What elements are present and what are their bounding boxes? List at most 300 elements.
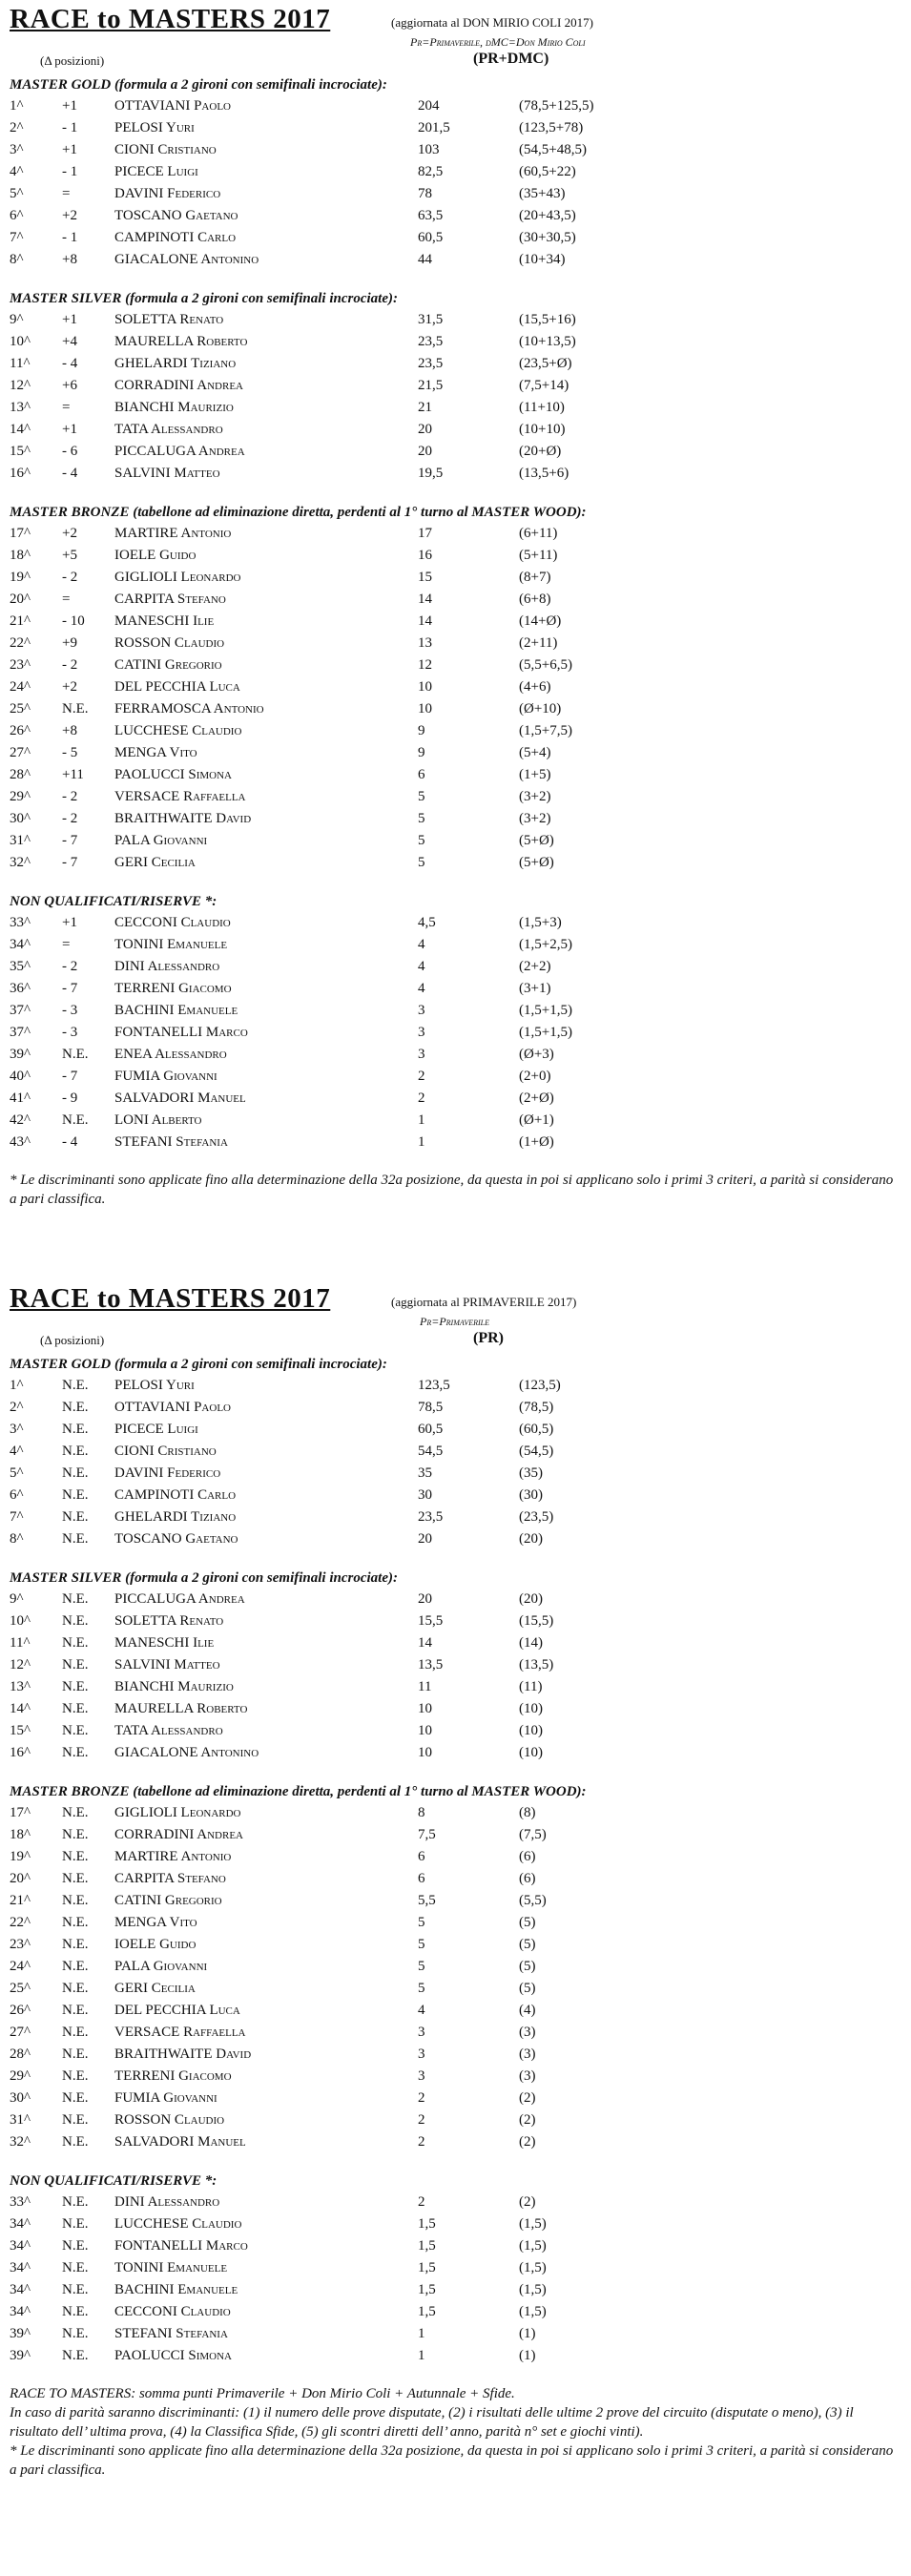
table-row (10, 1934, 906, 1956)
points-breakdown: (15,5) (519, 1613, 554, 1629)
points-breakdown: (10) (519, 1723, 543, 1738)
position-delta: +1 (62, 915, 77, 930)
position-delta: N.E. (62, 1422, 89, 1437)
rank-position: 14^ (10, 422, 31, 437)
points-breakdown: (2) (519, 2194, 536, 2210)
points-total: 3 (418, 2068, 425, 2084)
table-row (10, 1110, 906, 1132)
position-delta: N.E. (62, 701, 89, 717)
player-name: TOSCANO Gaetano (114, 208, 238, 223)
player-name: FERRAMOSCA Antonio (114, 701, 264, 717)
table-row (10, 2257, 906, 2279)
points-total: 5 (418, 1915, 425, 1930)
rank-position: 16^ (10, 466, 31, 481)
legend-text: Pr=Primaverile, dMC=Don Mirio Coli (410, 35, 586, 49)
points-total: 204 (418, 98, 440, 114)
rank-position: 29^ (10, 789, 31, 804)
group-title: NON QUALIFICATI/RISERVE *: (10, 2173, 217, 2189)
position-delta: +9 (62, 635, 77, 651)
player-name: MAURELLA Roberto (114, 334, 248, 349)
points-breakdown: (30+30,5) (519, 230, 576, 245)
ranking-section-don-mirio-coli (10, 4, 906, 1209)
player-name: PALA Giovanni (114, 1959, 208, 1974)
player-name: DEL PECCHIA Luca (114, 679, 240, 695)
position-delta: - 9 (62, 1091, 78, 1106)
points-breakdown: (14+Ø) (519, 613, 562, 629)
player-name: CAMPINOTI Carlo (114, 1487, 237, 1503)
player-name: CARPITA Stefano (114, 592, 226, 607)
table-row (10, 676, 906, 698)
rank-position: 35^ (10, 959, 31, 974)
points-total: 1 (418, 2348, 425, 2363)
points-breakdown: (11+10) (519, 400, 565, 415)
table-row (10, 2323, 906, 2345)
points-total: 10 (418, 1745, 432, 1760)
position-delta: +2 (62, 679, 77, 695)
table-row (10, 912, 906, 934)
position-delta: = (62, 186, 71, 201)
rank-position: 37^ (10, 1025, 31, 1040)
position-delta: +1 (62, 98, 77, 114)
player-name: CARPITA Stefano (114, 1871, 226, 1886)
points-breakdown: (20) (519, 1531, 543, 1547)
position-delta: - 7 (62, 855, 78, 870)
table-row (10, 1088, 906, 1110)
points-breakdown: (1,5+1,5) (519, 1025, 572, 1040)
position-delta: N.E. (62, 1827, 89, 1842)
table-row (10, 786, 906, 808)
points-total: 23,5 (418, 1509, 444, 1525)
rank-position: 34^ (10, 2260, 31, 2275)
points-breakdown: (13,5) (519, 1657, 554, 1672)
points-total: 1 (418, 1112, 425, 1128)
player-name: GIGLIOLI Leonardo (114, 1805, 241, 1820)
rank-position: 26^ (10, 723, 31, 738)
points-total: 4 (418, 2003, 425, 2018)
points-breakdown: (Ø+3) (519, 1047, 554, 1062)
rank-position: 21^ (10, 613, 31, 629)
points-total: 35 (418, 1465, 432, 1481)
points-total: 6 (418, 1871, 425, 1886)
points-breakdown: (78,5+125,5) (519, 98, 594, 114)
note-text: * Le discriminanti sono applicate fino alla determinazione della 32a posizione, da questa in poi si applicano solo i primi 3 criteri, a parità si considerano a pari classifica. (10, 2443, 894, 2478)
points-total: 9 (418, 745, 425, 760)
points-breakdown: (1,5+3) (519, 915, 562, 930)
rank-position: 10^ (10, 334, 31, 349)
table-row (10, 1506, 906, 1528)
player-name: STEFANI Stefania (114, 2326, 228, 2341)
points-breakdown: (3+2) (519, 811, 551, 826)
points-breakdown: (2+2) (519, 959, 551, 974)
rank-position: 13^ (10, 1679, 31, 1694)
position-delta: +1 (62, 312, 77, 327)
points-breakdown: (20+Ø) (519, 444, 562, 459)
table-row (10, 698, 906, 720)
position-delta: N.E. (62, 1444, 89, 1459)
player-name: LUCCHESE Claudio (114, 723, 242, 738)
points-breakdown: (5+Ø) (519, 855, 554, 870)
position-delta: N.E. (62, 2216, 89, 2232)
points-total: 5 (418, 833, 425, 848)
player-name: PICCALUGA Andrea (114, 444, 245, 459)
rank-position: 8^ (10, 1531, 24, 1547)
table-row (10, 2000, 906, 2022)
points-breakdown: (10) (519, 1745, 543, 1760)
group-title: MASTER SILVER (formula a 2 gironi con semifinali incrociate): (10, 1570, 398, 1586)
position-delta: = (62, 400, 71, 415)
position-delta: N.E. (62, 1613, 89, 1629)
points-breakdown: (1) (519, 2348, 536, 2363)
table-row (10, 567, 906, 589)
position-delta: +1 (62, 142, 77, 157)
points-breakdown: (35+43) (519, 186, 566, 201)
points-breakdown: (5) (519, 1915, 536, 1930)
points-breakdown: (20) (519, 1591, 543, 1607)
table-row (10, 1802, 906, 1824)
position-delta: N.E. (62, 2134, 89, 2150)
table-row (10, 1000, 906, 1022)
rank-position: 33^ (10, 2194, 31, 2210)
position-delta: N.E. (62, 1723, 89, 1738)
player-name: MANESCHI Ilie (114, 1635, 215, 1651)
group-title: NON QUALIFICATI/RISERVE *: (10, 894, 217, 909)
points-total: 21,5 (418, 378, 444, 393)
points-breakdown: (1,5) (519, 2216, 547, 2232)
rank-position: 25^ (10, 1981, 31, 1996)
player-name: DAVINI Federico (114, 186, 221, 201)
points-total: 5 (418, 1937, 425, 1952)
table-row (10, 1132, 906, 1153)
player-name: FONTANELLI Marco (114, 2238, 248, 2254)
position-delta: - 2 (62, 959, 78, 974)
rank-position: 34^ (10, 2216, 31, 2232)
position-delta: N.E. (62, 1915, 89, 1930)
rank-position: 6^ (10, 1487, 24, 1503)
player-name: MARTIRE Antonio (114, 1849, 232, 1864)
points-breakdown: (13,5+6) (519, 466, 569, 481)
points-total: 63,5 (418, 208, 444, 223)
player-name: PICECE Luigi (114, 1422, 198, 1437)
points-total: 2 (418, 1069, 425, 1084)
points-breakdown: (5) (519, 1959, 536, 1974)
player-name: CORRADINI Andrea (114, 1827, 243, 1842)
player-name: ROSSON Claudio (114, 2112, 225, 2128)
player-name: PAOLUCCI Simona (114, 2348, 232, 2363)
group-master-silver (10, 288, 906, 485)
rank-position: 3^ (10, 1422, 24, 1437)
player-name: PELOSI Yuri (114, 120, 195, 135)
position-delta: N.E. (62, 1959, 89, 1974)
rank-position: 24^ (10, 679, 31, 695)
points-total: 4 (418, 959, 425, 974)
table-row (10, 1589, 906, 1610)
group-rows (10, 2192, 906, 2367)
table-row (10, 934, 906, 956)
rank-position: 23^ (10, 657, 31, 673)
position-delta: - 7 (62, 833, 78, 848)
points-total: 6 (418, 767, 425, 782)
points-total: 123,5 (418, 1378, 450, 1393)
points-total: 5 (418, 811, 425, 826)
rank-position: 25^ (10, 701, 31, 717)
delta-header: (Δ posizioni) (40, 1333, 105, 1347)
points-breakdown: (78,5) (519, 1400, 554, 1415)
group-title: MASTER GOLD (formula a 2 gironi con semifinali incrociate): (10, 1357, 387, 1372)
player-name: GERI Cecilia (114, 855, 196, 870)
position-delta: N.E. (62, 1679, 89, 1694)
points-breakdown: (6+11) (519, 526, 558, 541)
rank-position: 1^ (10, 98, 24, 114)
group-non-qualificati (10, 891, 906, 1153)
table-row (10, 720, 906, 742)
rank-position: 27^ (10, 2025, 31, 2040)
points-breakdown: (1,5+1,5) (519, 1003, 572, 1018)
points-total: 1,5 (418, 2238, 436, 2254)
points-total: 44 (418, 252, 432, 267)
points-breakdown: (2+Ø) (519, 1091, 554, 1106)
section-header (10, 1283, 906, 1350)
group-non-qualificati (10, 2171, 906, 2367)
rank-position: 34^ (10, 937, 31, 952)
position-delta: +2 (62, 526, 77, 541)
player-name: BACHINI Emanuele (114, 1003, 238, 1018)
points-breakdown: (23,5) (519, 1509, 554, 1525)
player-name: OTTAVIANI Paolo (114, 1400, 231, 1415)
rank-position: 34^ (10, 2238, 31, 2254)
player-name: DINI Alessandro (114, 959, 220, 974)
points-breakdown: (3+2) (519, 789, 551, 804)
points-breakdown: (3) (519, 2068, 536, 2084)
position-delta: N.E. (62, 1701, 89, 1716)
rank-position: 10^ (10, 1613, 31, 1629)
points-breakdown: (2) (519, 2134, 536, 2150)
position-delta: - 2 (62, 789, 78, 804)
table-row (10, 419, 906, 441)
player-name: CATINI Gregorio (114, 1893, 222, 1908)
position-delta: N.E. (62, 2238, 89, 2254)
points-breakdown: (30) (519, 1487, 543, 1503)
player-name: BIANCHI Maurizio (114, 400, 234, 415)
player-name: DINI Alessandro (114, 2194, 220, 2210)
points-breakdown: (6+8) (519, 592, 551, 607)
points-total: 1,5 (418, 2282, 436, 2297)
table-row (10, 1978, 906, 2000)
player-name: GIACALONE Antonino (114, 252, 259, 267)
position-delta: N.E. (62, 1657, 89, 1672)
points-breakdown: (1,5) (519, 2238, 547, 2254)
points-total: 30 (418, 1487, 432, 1503)
rank-position: 28^ (10, 767, 31, 782)
position-delta: N.E. (62, 2348, 89, 2363)
position-delta: - 7 (62, 1069, 78, 1084)
points-total: 5 (418, 1981, 425, 1996)
points-total: 20 (418, 422, 432, 437)
table-row (10, 852, 906, 874)
group-title: MASTER BRONZE (tabellone ad eliminazione diretta, perdenti al 1° turno al MASTER WOOD): (10, 505, 587, 520)
player-name: TERRENI Giacomo (114, 2068, 232, 2084)
table-row (10, 2213, 906, 2235)
table-row (10, 1912, 906, 1934)
table-row (10, 1375, 906, 1397)
rank-position: 40^ (10, 1069, 31, 1084)
rank-position: 7^ (10, 1509, 24, 1525)
rank-position: 19^ (10, 570, 31, 585)
rank-position: 23^ (10, 1937, 31, 1952)
points-breakdown: (4+6) (519, 679, 551, 695)
table-row (10, 397, 906, 419)
points-total: 2 (418, 2112, 425, 2128)
rank-position: 32^ (10, 855, 31, 870)
table-row (10, 956, 906, 978)
points-total: 3 (418, 2046, 425, 2062)
points-total: 4 (418, 981, 425, 996)
points-breakdown: (123,5) (519, 1378, 561, 1393)
note-text: In caso di parità saranno discriminanti: (1) il numero delle prove disputate, (2) i risultati delle ultime 2 prove del circuito (disputate o meno), (3) il risultato dell’ ultima prova, (4) la Classifica Sfide, (5) gli scontri diretti dell’ anno, parità n° set e giochi vinti). (10, 2405, 854, 2440)
points-breakdown: (5+4) (519, 745, 551, 760)
rank-position: 30^ (10, 811, 31, 826)
player-name: SOLETTA Renato (114, 312, 224, 327)
points-total: 6 (418, 1849, 425, 1864)
rank-position: 13^ (10, 400, 31, 415)
position-delta: - 3 (62, 1025, 78, 1040)
points-breakdown: (54,5+48,5) (519, 142, 587, 157)
points-total: 3 (418, 1047, 425, 1062)
table-row (10, 2044, 906, 2066)
position-delta: - 5 (62, 745, 78, 760)
section-header (10, 4, 906, 71)
points-total: 1 (418, 1134, 425, 1150)
notes-block (10, 2384, 897, 2480)
position-delta: - 1 (62, 164, 78, 179)
points-total: 60,5 (418, 1422, 444, 1437)
rank-position: 21^ (10, 1893, 31, 1908)
points-total: 20 (418, 1531, 432, 1547)
position-delta: N.E. (62, 1509, 89, 1525)
points-total: 2 (418, 1091, 425, 1106)
points-header: (PR) (473, 1330, 504, 1346)
table-row (10, 2235, 906, 2257)
points-total: 14 (418, 613, 432, 629)
player-name: GHELARDI Tiziano (114, 356, 237, 371)
table-row (10, 1022, 906, 1044)
points-breakdown: (3) (519, 2046, 536, 2062)
position-delta: N.E. (62, 2194, 89, 2210)
group-rows (10, 1589, 906, 1764)
group-rows (10, 912, 906, 1153)
points-total: 8 (418, 1805, 425, 1820)
player-name: TATA Alessandro (114, 422, 223, 437)
position-delta: N.E. (62, 2112, 89, 2128)
points-total: 1,5 (418, 2216, 436, 2232)
table-row (10, 1441, 906, 1463)
position-delta: N.E. (62, 2326, 89, 2341)
points-total: 78 (418, 186, 432, 201)
position-delta: = (62, 592, 71, 607)
rank-position: 1^ (10, 1378, 24, 1393)
group-title: MASTER GOLD (formula a 2 gironi con semifinali incrociate): (10, 77, 387, 93)
points-breakdown: (1+5) (519, 767, 551, 782)
position-delta: +5 (62, 548, 77, 563)
points-breakdown: (4) (519, 2003, 536, 2018)
points-breakdown: (1,5) (519, 2260, 547, 2275)
position-delta: +11 (62, 767, 84, 782)
player-name: SOLETTA Renato (114, 1613, 224, 1629)
player-name: FONTANELLI Marco (114, 1025, 248, 1040)
points-total: 5 (418, 789, 425, 804)
player-name: TONINI Emanuele (114, 2260, 228, 2275)
points-breakdown: (60,5+22) (519, 164, 576, 179)
points-total: 7,5 (418, 1827, 436, 1842)
player-name: MAURELLA Roberto (114, 1701, 248, 1716)
rank-position: 31^ (10, 833, 31, 848)
points-breakdown: (2) (519, 2090, 536, 2106)
position-delta: N.E. (62, 1591, 89, 1607)
player-name: TOSCANO Gaetano (114, 1531, 238, 1547)
player-name: PALA Giovanni (114, 833, 208, 848)
player-name: GIGLIOLI Leonardo (114, 570, 241, 585)
points-breakdown: (23,5+Ø) (519, 356, 572, 371)
points-breakdown: (5+Ø) (519, 833, 554, 848)
position-delta: +8 (62, 252, 77, 267)
table-row (10, 2066, 906, 2088)
player-name: DEL PECCHIA Luca (114, 2003, 240, 2018)
position-delta: - 2 (62, 811, 78, 826)
position-delta: N.E. (62, 2025, 89, 2040)
table-row (10, 633, 906, 654)
points-breakdown: (6) (519, 1871, 536, 1886)
player-name: PICCALUGA Andrea (114, 1591, 245, 1607)
points-total: 1,5 (418, 2304, 436, 2319)
points-breakdown: (8) (519, 1805, 536, 1820)
rank-position: 41^ (10, 1091, 31, 1106)
table-row (10, 1698, 906, 1720)
group-master-gold (10, 74, 906, 271)
position-delta: - 2 (62, 570, 78, 585)
table-row (10, 183, 906, 205)
footnote-block (10, 1171, 897, 1209)
points-total: 5,5 (418, 1893, 436, 1908)
table-row (10, 1868, 906, 1890)
points-breakdown: (2+11) (519, 635, 558, 651)
points-breakdown: (10+13,5) (519, 334, 576, 349)
points-total: 23,5 (418, 356, 444, 371)
table-row (10, 1485, 906, 1506)
rank-position: 34^ (10, 2304, 31, 2319)
rank-position: 39^ (10, 2326, 31, 2341)
points-total: 10 (418, 679, 432, 695)
player-name: IOELE Guido (114, 1937, 197, 1952)
player-name: MARTIRE Antonio (114, 526, 232, 541)
position-delta: N.E. (62, 1635, 89, 1651)
group-master-silver (10, 1568, 906, 1764)
rank-position: 22^ (10, 635, 31, 651)
group-title: MASTER BRONZE (tabellone ad eliminazione diretta, perdenti al 1° turno al MASTER WOOD): (10, 1784, 587, 1799)
position-delta: N.E. (62, 1937, 89, 1952)
rank-position: 20^ (10, 1871, 31, 1886)
position-delta: - 2 (62, 657, 78, 673)
points-breakdown: (8+7) (519, 570, 551, 585)
points-breakdown: (1) (519, 2326, 536, 2341)
rank-position: 19^ (10, 1849, 31, 1864)
points-total: 31,5 (418, 312, 444, 327)
points-total: 3 (418, 1003, 425, 1018)
position-delta: - 4 (62, 466, 78, 481)
table-row (10, 1528, 906, 1550)
player-name: BIANCHI Maurizio (114, 1679, 234, 1694)
player-name: OTTAVIANI Paolo (114, 98, 231, 114)
points-breakdown: (2+0) (519, 1069, 551, 1084)
rank-position: 3^ (10, 142, 24, 157)
